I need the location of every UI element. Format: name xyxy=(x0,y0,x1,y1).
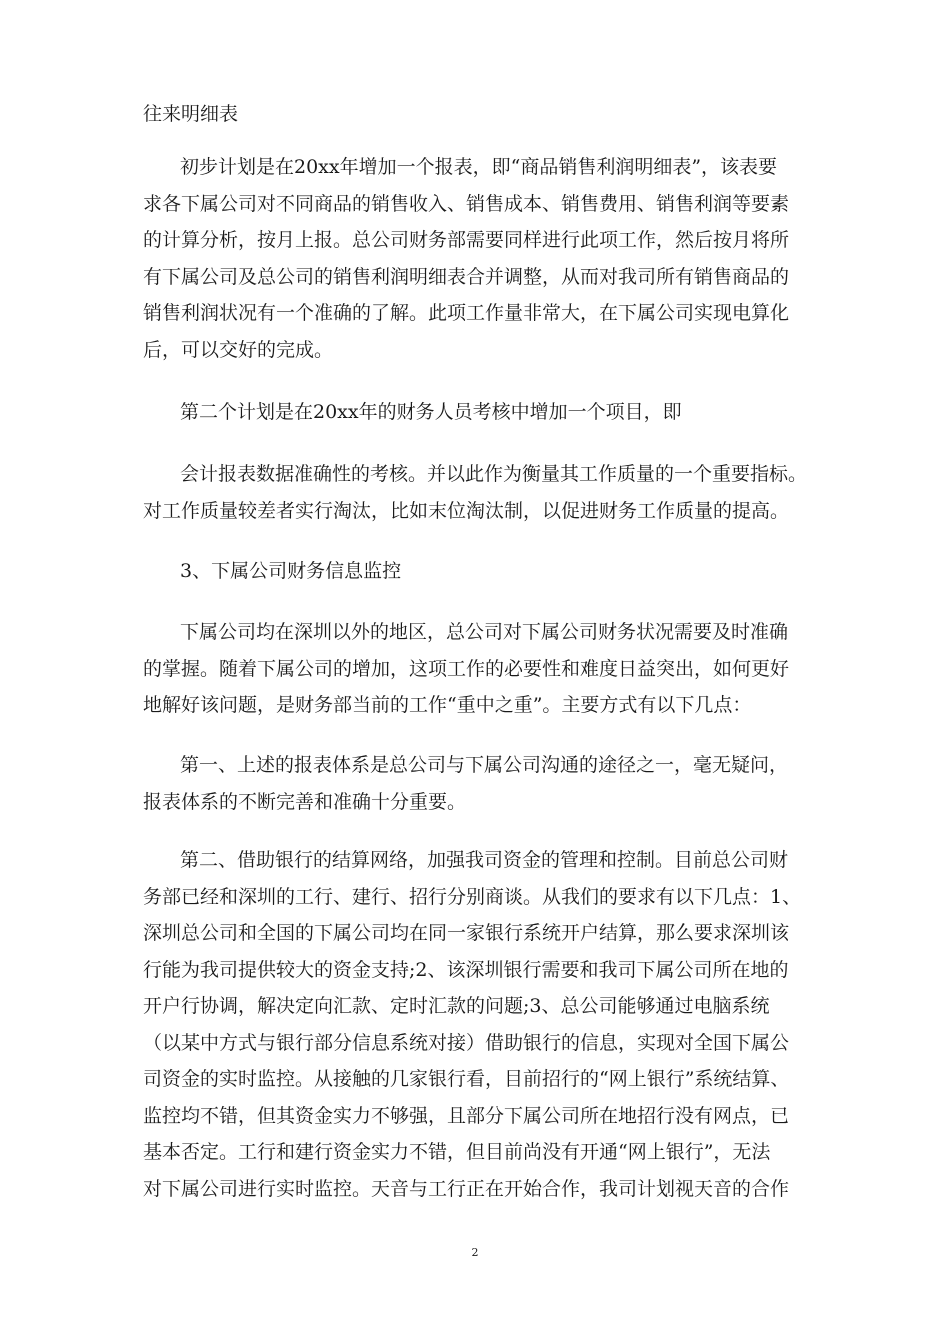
page-number: 2 xyxy=(471,1246,479,1259)
text-line: 地解好该问题，是财务部当前的工作“重中之重”。主要方式有以下几点： xyxy=(143,694,752,716)
text-line: 第二个计划是在20xx年的财务人员考核中增加一个项目，即 xyxy=(180,401,682,423)
text-line: 有下属公司及总公司的销售利润明细表合并调整，从而对我司所有销售商品的 xyxy=(143,265,790,288)
text-line: 对下属公司进行实时监控。天音与工行正在开始合作，我司计划视天音的合作 xyxy=(143,1177,790,1200)
text-line: 司资金的实时监控。从接触的几家银行看，目前招行的“网上银行”系统结算、 xyxy=(143,1068,790,1090)
paragraph-point-two xyxy=(143,842,823,1207)
paragraph-monitoring-intro xyxy=(143,614,823,724)
text-line: 第二、借助银行的结算网络，加强我司资金的管理和控制。目前总公司财 xyxy=(180,849,789,871)
section-heading-ledger xyxy=(143,96,823,133)
text-line: 对工作质量较差者实行淘汰，比如末位淘汰制，以促进财务工作质量的提高。 xyxy=(143,499,790,522)
text-line: 下属公司均在深圳以外的地区，总公司对下属公司财务状况需要及时准确 xyxy=(180,621,789,643)
text-line: 基本否定。工行和建行资金实力不错，但目前尚没有开通“网上银行”，无法 xyxy=(143,1141,771,1163)
text-line: 行能为我司提供较大的资金支持;2、该深圳银行需要和我司下属公司所在地的 xyxy=(143,958,789,981)
text-line: 开户行协调，解决定向汇款、定时汇款的问题;3、总公司能够通过电脑系统 xyxy=(143,995,770,1017)
text-line: （以某中方式与银行部分信息系统对接）借助银行的信息，实现对全国下属公 xyxy=(143,1031,790,1054)
text-line: 第一、上述的报表体系是总公司与下属公司沟通的途径之一，毫无疑问， xyxy=(180,754,789,776)
paragraph-plan-one xyxy=(143,149,823,368)
text-line: 的计算分析，按月上报。总公司财务部需要同样进行此项工作，然后按月将所 xyxy=(143,229,790,251)
text-line: 往来明细表 xyxy=(143,103,239,125)
text-line: 报表体系的不断完善和准确十分重要。 xyxy=(143,790,467,813)
text-line: 深圳总公司和全国的下属公司均在同一家银行系统开户结算，那么要求深圳该 xyxy=(143,922,790,944)
text-line: 的掌握。随着下属公司的增加，这项工作的必要性和难度日益突出，如何更好 xyxy=(143,657,790,680)
text-line: 求各下属公司对不同商品的销售收入、销售成本、销售费用、销售利润等要素 xyxy=(143,192,790,215)
text-line: 监控均不错，但其资金实力不够强，且部分下属公司所在地招行没有网点，已 xyxy=(143,1104,790,1127)
text-line: 会计报表数据准确性的考核。并以此作为衡量其工作质量的一个重要指标。 xyxy=(180,463,808,485)
text-line: 销售利润状况有一个准确的了解。此项工作量非常大，在下属公司实现电算化 xyxy=(143,302,790,324)
paragraph-plan-two xyxy=(143,394,823,431)
text-line: 后，可以交好的完成。 xyxy=(143,338,334,361)
section-heading-monitoring xyxy=(143,553,823,590)
text-line: 3、下属公司财务信息监控 xyxy=(180,560,402,582)
text-line: 务部已经和深圳的工行、建行、招行分别商谈。从我们的要求有以下几点：1、 xyxy=(143,885,802,908)
paragraph-point-one xyxy=(143,747,823,820)
text-line: 初步计划是在20xx年增加一个报表，即“商品销售利润明细表”，该表要 xyxy=(180,156,778,178)
paragraph-assessment xyxy=(143,456,823,529)
